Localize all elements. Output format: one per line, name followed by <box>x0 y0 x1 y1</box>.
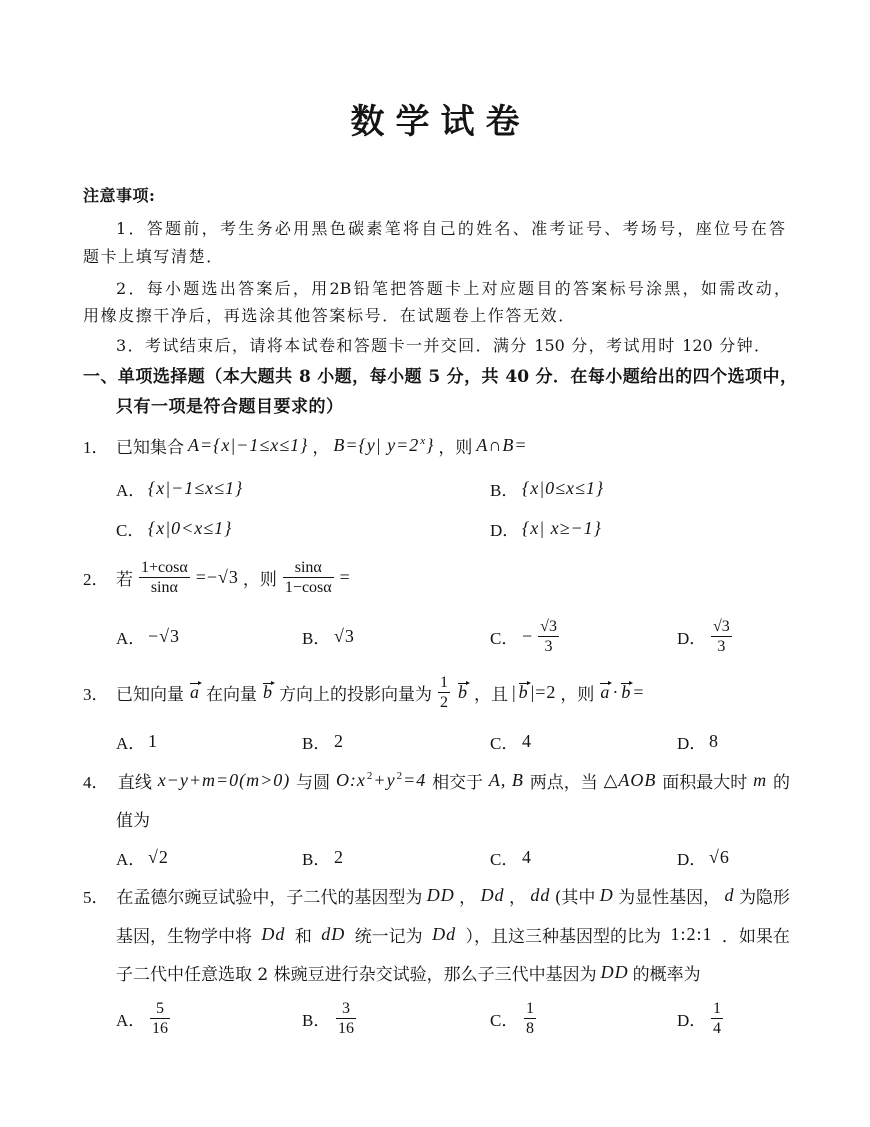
stem-math: DD <box>600 961 629 982</box>
vector-a: a <box>190 682 200 702</box>
question-number: 3． <box>83 684 109 704</box>
option-label: B． <box>302 733 331 753</box>
stem-math: Dd <box>432 923 457 944</box>
stem-math: · <box>612 682 620 702</box>
question-3 <box>83 667 645 717</box>
stem-text: ， <box>508 887 526 908</box>
stem-text: 在孟德尔豌豆试验中，子二代的基因型为 <box>116 887 423 908</box>
stem-math: A={x|−1≤x≤1} <box>188 434 309 455</box>
stem-text: 面积最大时 <box>662 772 748 793</box>
stem-text: 为隐形 <box>738 887 790 908</box>
option-label: D． <box>490 520 520 540</box>
stem-math: =4 <box>403 769 427 790</box>
denominator: 3 <box>538 636 559 656</box>
stem-text: 已知向量 <box>116 684 184 705</box>
stem-math: 1:2:1 <box>670 923 713 944</box>
fraction <box>711 617 732 656</box>
option-label: D． <box>677 849 707 869</box>
stem-math: Dd <box>480 884 505 905</box>
denominator: 2 <box>440 693 448 711</box>
stem-math: △AOB <box>603 769 657 790</box>
option-value: √2 <box>148 846 169 867</box>
stem-text: 子二代中任意选取 2 株豌豆进行杂交试验，那么子三代中基因为 <box>116 964 597 985</box>
option-value: √3 <box>334 625 355 646</box>
question-5-line-3 <box>116 957 701 987</box>
option-label: D． <box>677 1010 707 1030</box>
option-value: 4 <box>522 846 532 867</box>
option-c <box>116 513 232 543</box>
stem-text: ，则 <box>438 437 473 458</box>
stem-math-set-b <box>333 435 434 456</box>
denominator: 1−cosα <box>284 578 332 596</box>
notice-item-1-line-1: 1．答题前，考生务必用黑色碳素笔将自己的姓名、准考证号、考场号，座位号在答 <box>116 219 785 238</box>
numerator: 3 <box>342 999 350 1017</box>
option-a <box>116 842 169 872</box>
option-b <box>302 842 344 872</box>
numerator: 1 <box>526 999 534 1017</box>
option-label: C． <box>490 733 519 753</box>
option-label: A． <box>116 1010 146 1030</box>
option-label: C． <box>490 1010 519 1030</box>
vector-magnitude <box>512 681 556 703</box>
stem-math: O:x <box>335 769 366 790</box>
stem-math: = <box>633 682 645 702</box>
numerator: sinα <box>294 558 322 576</box>
question-5-line-2 <box>116 919 790 949</box>
notice-heading: 注意事项: <box>83 186 156 205</box>
stem-text: ，且 <box>474 684 508 705</box>
stem-text: 两点，当 <box>529 772 598 793</box>
stem-math: m <box>753 769 768 790</box>
numerator: 5 <box>156 999 164 1017</box>
section-heading-line-2: 只有一项是符合题目要求的） <box>116 397 344 417</box>
stem-text: (其中 <box>554 887 596 908</box>
stem-text: 值为 <box>116 810 150 831</box>
fraction <box>336 999 356 1038</box>
section-heading-line-1: 一、单项选择题（本大题共 8 小题，每小题 5 分，共 40 分．在每小题给出的四个选项中， <box>83 367 797 387</box>
denominator: 8 <box>526 1019 534 1037</box>
question-1 <box>83 430 528 460</box>
option-value: 1 <box>148 730 158 751</box>
option-d <box>677 726 719 756</box>
stem-text: 与圆 <box>296 772 331 793</box>
superscript: 2 <box>396 769 404 782</box>
option-sign: − <box>522 625 534 646</box>
option-label: D． <box>677 628 707 648</box>
stem-text: 已知集合 <box>116 437 184 458</box>
option-b <box>302 611 355 661</box>
stem-math: dD <box>321 923 346 944</box>
option-label: C． <box>490 849 519 869</box>
option-value: −√3 <box>148 625 181 646</box>
stem-text: ， <box>312 437 330 458</box>
denominator: 3 <box>711 636 732 656</box>
stem-text: 直线 <box>117 772 152 793</box>
circle-equation <box>336 770 426 791</box>
page-title: 数学试卷 <box>350 102 531 142</box>
stem-math: A, B <box>488 769 524 790</box>
denominator: sinα <box>139 577 190 597</box>
stem-math: = <box>339 566 351 587</box>
stem-text: 相交于 <box>432 772 484 793</box>
stem-math: DD <box>426 884 455 905</box>
option-d <box>490 513 602 543</box>
option-d <box>677 993 725 1043</box>
option-value: {x| x≥−1} <box>522 517 602 538</box>
option-a <box>116 473 243 503</box>
option-value: {x|0<x≤1} <box>148 517 233 538</box>
numerator: 1+cosα <box>141 558 188 576</box>
stem-math: |=2 <box>530 682 557 702</box>
option-b <box>302 993 358 1043</box>
vector-b: b <box>518 682 529 702</box>
option-value: √6 <box>709 846 730 867</box>
stem-math: d <box>724 884 735 905</box>
notice-item-2-line-1: 2．每小题选出答案后，用2B铅笔把答题卡上对应题目的答案标号涂黑，如需改动， <box>116 279 790 298</box>
option-a <box>116 993 172 1043</box>
option-a <box>116 611 180 661</box>
option-value: 8 <box>709 730 719 751</box>
stem-math: B={y| y=2 <box>333 434 420 455</box>
fraction <box>524 999 536 1038</box>
numerator: 1 <box>440 673 448 691</box>
option-value: 4 <box>522 730 532 751</box>
stem-math: | <box>512 682 517 702</box>
fraction <box>283 558 334 597</box>
notice-item-1-line-2: 题卡上填写清楚． <box>83 247 224 266</box>
option-label: C． <box>116 520 145 540</box>
vector-a: a <box>600 682 611 702</box>
stem-text: 和 <box>294 926 312 947</box>
stem-text: 方向上的投影向量为 <box>279 684 432 705</box>
stem-text: ， <box>459 887 477 908</box>
numerator: √3 <box>713 617 730 635</box>
fraction <box>711 999 723 1038</box>
option-b <box>490 473 604 503</box>
question-5-line-1 <box>83 880 790 910</box>
numerator: √3 <box>540 617 557 635</box>
option-value: {x|−1≤x≤1} <box>148 477 244 498</box>
stem-text: 的概率为 <box>632 964 701 985</box>
option-label: B． <box>302 849 331 869</box>
stem-math: x−y+m=0(m>0) <box>157 769 291 790</box>
option-label: B． <box>302 628 331 648</box>
option-label: D． <box>677 733 707 753</box>
dot-product <box>598 681 644 703</box>
stem-text: 在向量 <box>206 684 257 705</box>
option-b <box>302 726 344 756</box>
stem-text: ），且这三种基因型的比为 <box>465 926 662 947</box>
option-c <box>490 842 532 872</box>
option-d <box>677 842 730 872</box>
stem-text: ，则 <box>560 684 595 705</box>
stem-text: ，则 <box>242 569 277 590</box>
option-value: {x|0≤x≤1} <box>522 477 605 498</box>
option-value: 2 <box>334 730 344 751</box>
question-number: 2． <box>83 569 109 589</box>
stem-math: D <box>599 884 614 905</box>
option-label: A． <box>116 480 146 500</box>
question-2 <box>83 552 351 602</box>
superscript: 2 <box>366 769 374 782</box>
question-number: 1． <box>83 437 109 457</box>
option-a <box>116 726 158 756</box>
fraction <box>438 673 450 712</box>
stem-math: +y <box>373 769 396 790</box>
option-label: A． <box>116 733 146 753</box>
option-c <box>490 611 561 661</box>
question-number: 5． <box>83 887 109 907</box>
fraction <box>538 617 559 656</box>
stem-math: =−√3 <box>195 566 239 587</box>
denominator: 4 <box>713 1019 721 1037</box>
denominator: 16 <box>338 1019 354 1037</box>
notice-item-2-line-2: 用橡皮擦干净后，再选涂其他答案标号．在试题卷上作答无效． <box>83 306 576 325</box>
stem-math: dd <box>530 884 551 905</box>
option-d <box>677 611 734 661</box>
question-4-line-1 <box>83 765 790 795</box>
option-value: 2 <box>334 846 344 867</box>
vector-b: b <box>621 682 632 702</box>
stem-math: Dd <box>261 923 286 944</box>
option-label: C． <box>490 628 519 648</box>
option-label: A． <box>116 849 146 869</box>
stem-text: 若 <box>116 569 133 590</box>
vector-b: b <box>458 682 468 702</box>
numerator: 1 <box>713 999 721 1017</box>
stem-text: 的 <box>772 772 790 793</box>
option-label: A． <box>116 628 146 648</box>
stem-text: 统一记为 <box>354 926 423 947</box>
option-label: B． <box>490 480 519 500</box>
superscript: x <box>420 434 427 447</box>
stem-text: ．如果在 <box>721 926 790 947</box>
denominator: 16 <box>152 1019 168 1037</box>
option-c <box>490 993 538 1043</box>
stem-math: A∩B= <box>476 434 528 455</box>
stem-text: 基因，生物学中将 <box>116 926 252 947</box>
stem-math: } <box>426 434 435 455</box>
question-4-line-2 <box>116 803 150 833</box>
vector-b: b <box>263 682 273 702</box>
stem-text: 为显性基因， <box>618 887 721 908</box>
option-label: B． <box>302 1010 331 1030</box>
fraction <box>139 558 190 597</box>
option-c <box>490 726 532 756</box>
notice-item-3-line-1: 3．考试结束后，请将本试卷和答题卡一并交回．满分 150 分，考试用时 120 分钟． <box>116 336 770 355</box>
fraction <box>150 999 170 1038</box>
question-number: 4． <box>83 772 109 792</box>
